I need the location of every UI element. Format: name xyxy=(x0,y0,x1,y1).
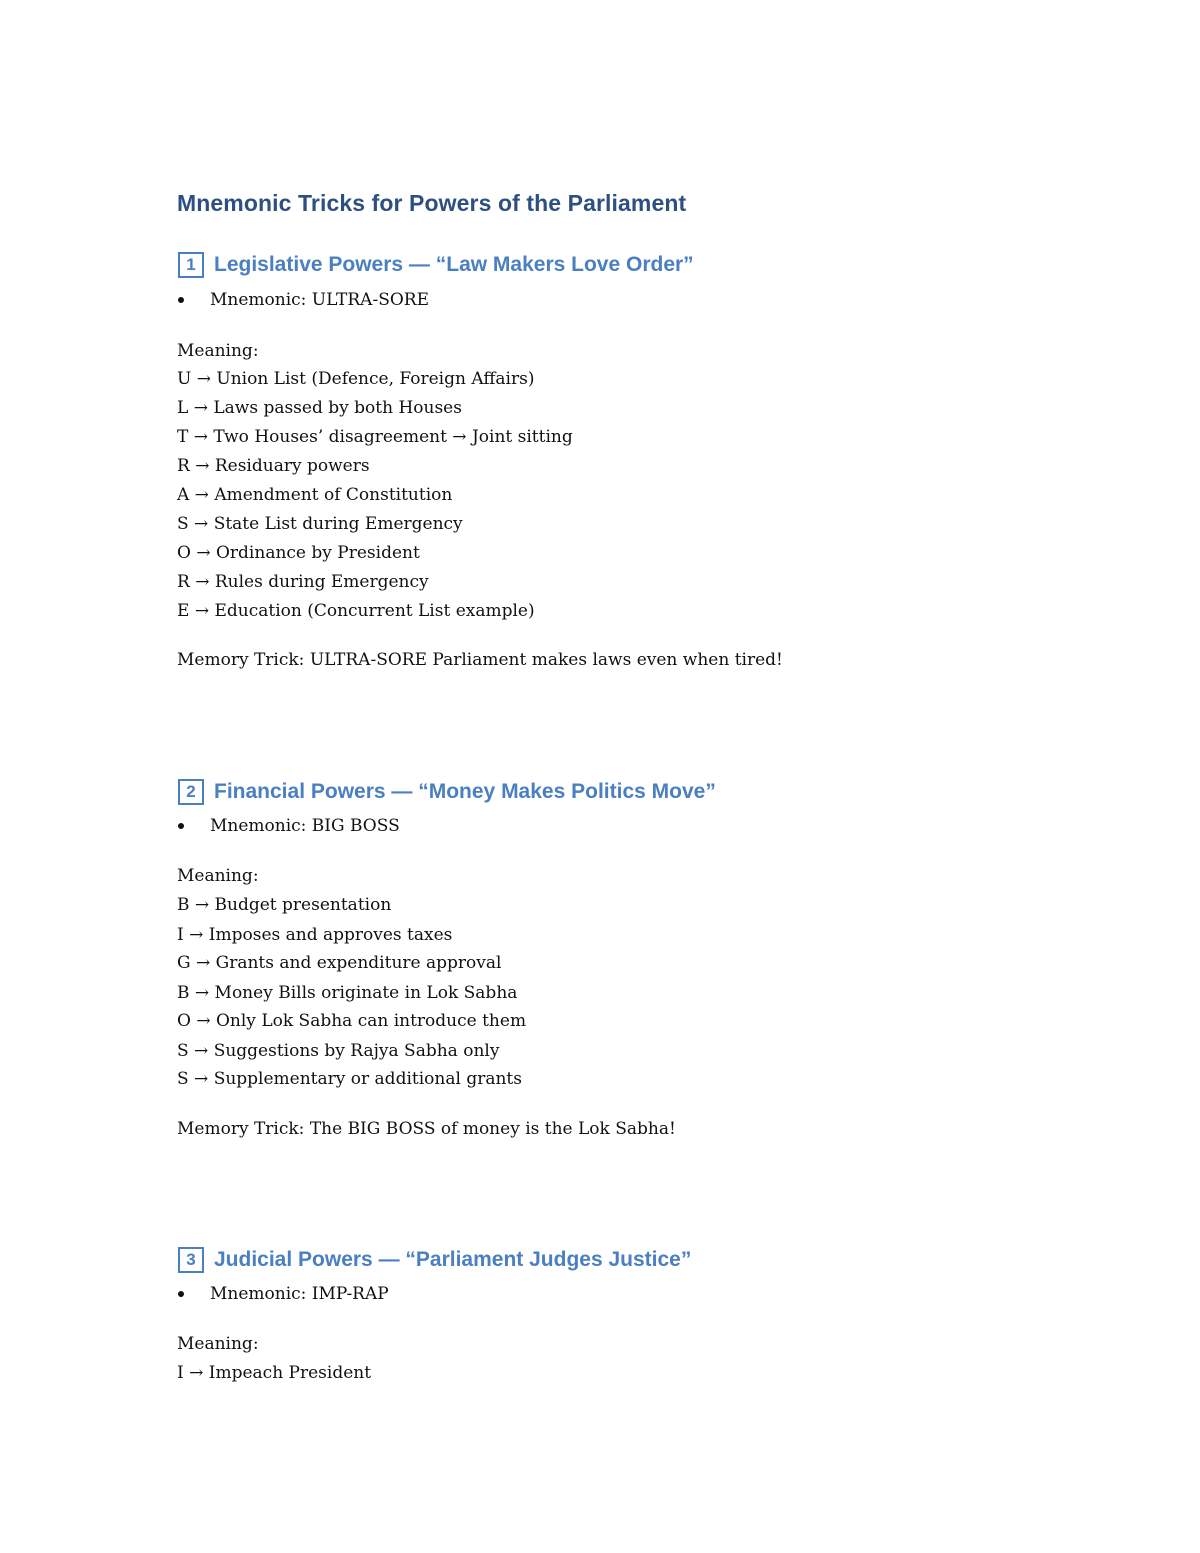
list-item: O → Only Lok Sabha can introduce them xyxy=(177,1011,527,1031)
list-item: G → Grants and expenditure approval xyxy=(177,953,502,973)
list-item: B → Budget presentation xyxy=(177,895,392,915)
mnemonic-bullet xyxy=(178,816,400,836)
bullet-dot-icon xyxy=(178,297,184,303)
section-heading-text: Legislative Powers — “Law Makers Love Order” xyxy=(214,253,694,276)
section-heading-financial xyxy=(178,779,716,805)
list-item: S → Suggestions by Rajya Sabha only xyxy=(177,1041,500,1061)
section-number-badge: 1 xyxy=(178,252,204,278)
mnemonic-text: Mnemonic: BIG BOSS xyxy=(210,816,400,836)
mnemonic-text: Mnemonic: IMP-RAP xyxy=(210,1284,389,1304)
list-item: O → Ordinance by President xyxy=(177,543,420,563)
list-item: B → Money Bills originate in Lok Sabha xyxy=(177,983,518,1003)
list-item: S → Supplementary or additional grants xyxy=(177,1069,522,1089)
mnemonic-bullet xyxy=(178,1284,389,1304)
list-item: U → Union List (Defence, Foreign Affairs) xyxy=(177,369,535,389)
section-number-badge: 3 xyxy=(178,1247,204,1273)
list-item: E → Education (Concurrent List example) xyxy=(177,601,535,621)
section-heading-text: Financial Powers — “Money Makes Politics Move” xyxy=(214,780,716,803)
bullet-dot-icon xyxy=(178,1291,184,1297)
section-heading-judicial xyxy=(178,1247,691,1273)
list-item: I → Impeach President xyxy=(177,1363,372,1383)
list-item: I → Imposes and approves taxes xyxy=(177,925,453,945)
list-item: T → Two Houses’ disagreement → Joint sitting xyxy=(177,427,573,447)
memory-trick: Memory Trick: The BIG BOSS of money is the Lok Sabha! xyxy=(177,1119,676,1139)
mnemonic-bullet xyxy=(178,290,429,310)
section-heading-text: Judicial Powers — “Parliament Judges Justice” xyxy=(214,1248,692,1271)
page-title: Mnemonic Tricks for Powers of the Parliament xyxy=(177,190,687,216)
meaning-label: Meaning: xyxy=(177,866,259,886)
meaning-label: Meaning: xyxy=(177,341,259,361)
list-item: L → Laws passed by both Houses xyxy=(177,398,462,418)
mnemonic-text: Mnemonic: ULTRA-SORE xyxy=(210,290,429,310)
section-number-badge: 2 xyxy=(178,779,204,805)
list-item: A → Amendment of Constitution xyxy=(177,485,453,505)
meaning-label: Meaning: xyxy=(177,1334,259,1354)
memory-trick: Memory Trick: ULTRA-SORE Parliament makes laws even when tired! xyxy=(177,650,783,670)
bullet-dot-icon xyxy=(178,823,184,829)
list-item: R → Residuary powers xyxy=(177,456,370,476)
section-heading-legislative xyxy=(178,252,694,278)
list-item: S → State List during Emergency xyxy=(177,514,463,534)
list-item: R → Rules during Emergency xyxy=(177,572,429,592)
